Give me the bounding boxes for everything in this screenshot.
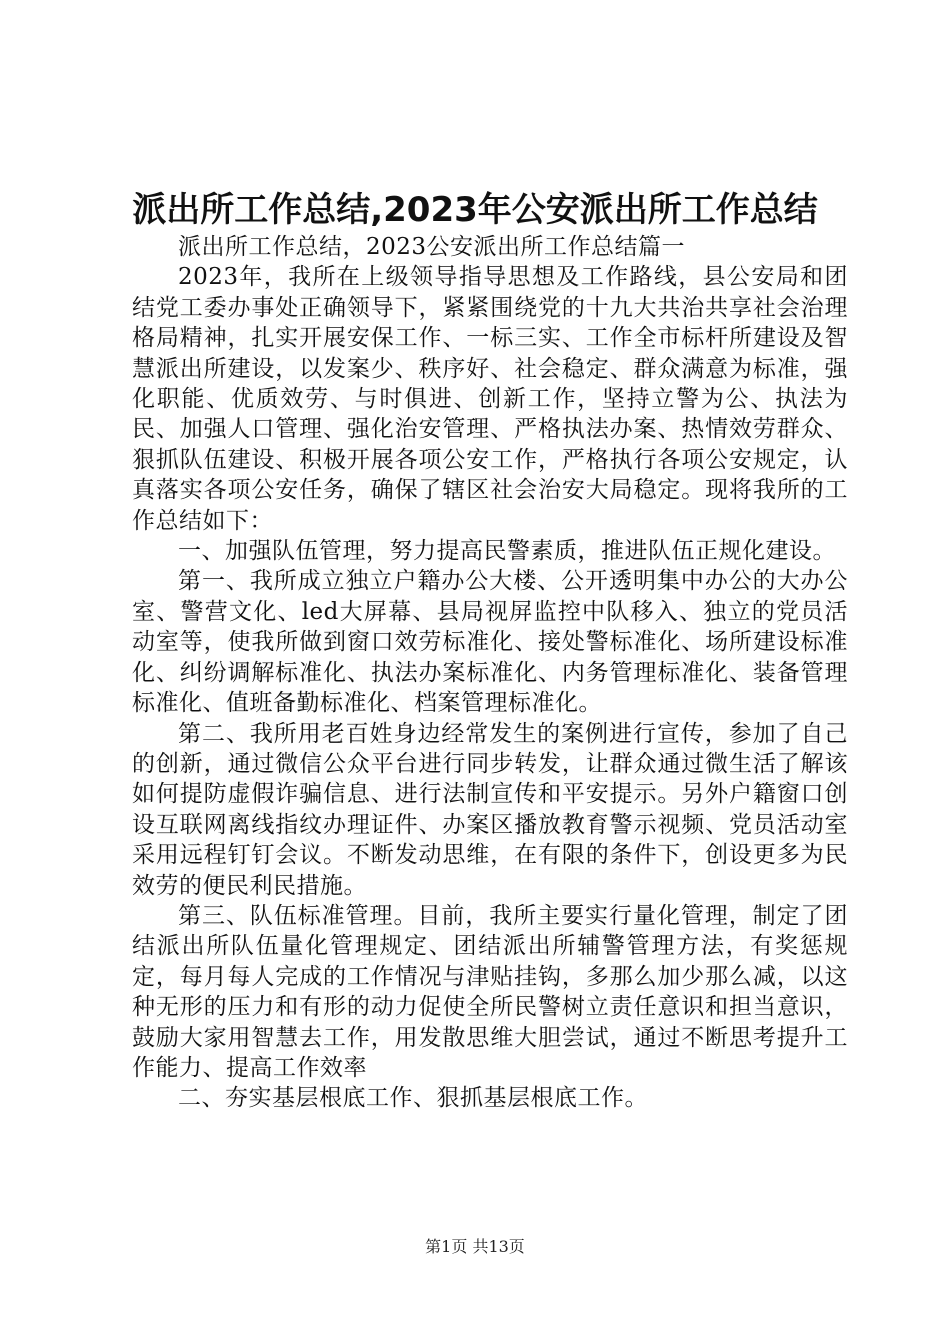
paragraph-heading: 派出所工作总结，2023公安派出所工作总结篇一: [178, 234, 686, 260]
paragraph-intro: 2023年，我所在上级领导指导思想及工作路线，县公安局和团结党工委办事处正确领导下，紧紧围绕党的十九大共治共享社会治理格局精神，扎实开展安保工作、一标三实、工作全市标杆所建设及智慧派出所建设，以发案少、秩序好、社会稳定、群众满意为标准，强化职能、优质效劳、与时俱进、创新工作，坚持立警为公、执法为民、加强人口管理、强化治安管理、严格执法办案、热情效劳群众、狠抓队伍建设、积极开展各项公安工作，严格执行各项公安规定，认真落实各项公安任务，确保了辖区社会治安大局稳定。现将我所的工作总结如下：: [132, 264, 848, 534]
document-title: 派出所工作总结,2023年公安派出所工作总结: [132, 190, 818, 230]
section-heading-2: 二、夯实基层根底工作、狠抓基层根底工作。: [178, 1085, 648, 1112]
paragraph-second: 第二、我所用老百姓身边经常发生的案例进行宣传，参加了自己的创新，通过微信公众平台进行同步转发，让群众通过微生活了解该如何提防虚假诈骗信息、进行法制宣传和平安提示。另外户籍窗口创设互联网离线指纹办理证件、办案区播放教育警示视频、党员活动室采用远程钉钉会议。不断发动思维，在有限的条件下，创设更多为民效劳的便民利民措施。: [132, 720, 848, 899]
section-heading-1: 一、加强队伍管理，努力提高民警素质，推进队伍正规化建设。: [178, 538, 836, 565]
document-body: [132, 232, 848, 1114]
page-number-footer: 第1页 共13页: [425, 1237, 525, 1256]
paragraph-first: 第一、我所成立独立户籍办公大楼、公开透明集中办公的大办公室、警营文化、led大屏幕、县局视屏监控中队移入、独立的党员活动室等，使我所做到窗口效劳标准化、接处警标准化、场所建设标准化、纠纷调解标准化、执法办案标准化、内务管理标准化、装备管理标准化、值班备勤标准化、档案管理标准化。: [132, 568, 848, 717]
paragraph-third: 第三、队伍标准管理。目前，我所主要实行量化管理，制定了团结派出所队伍量化管理规定、团结派出所辅警管理方法，有奖惩规定，每月每人完成的工作情况与津贴挂钩，多那么加少那么减，以这种无形的压力和有形的动力促使全所民警树立责任意识和担当意识，鼓励大家用智慧去工作，用发散思维大胆尝试，通过不断思考提升工作能力、提高工作效率: [132, 902, 848, 1081]
